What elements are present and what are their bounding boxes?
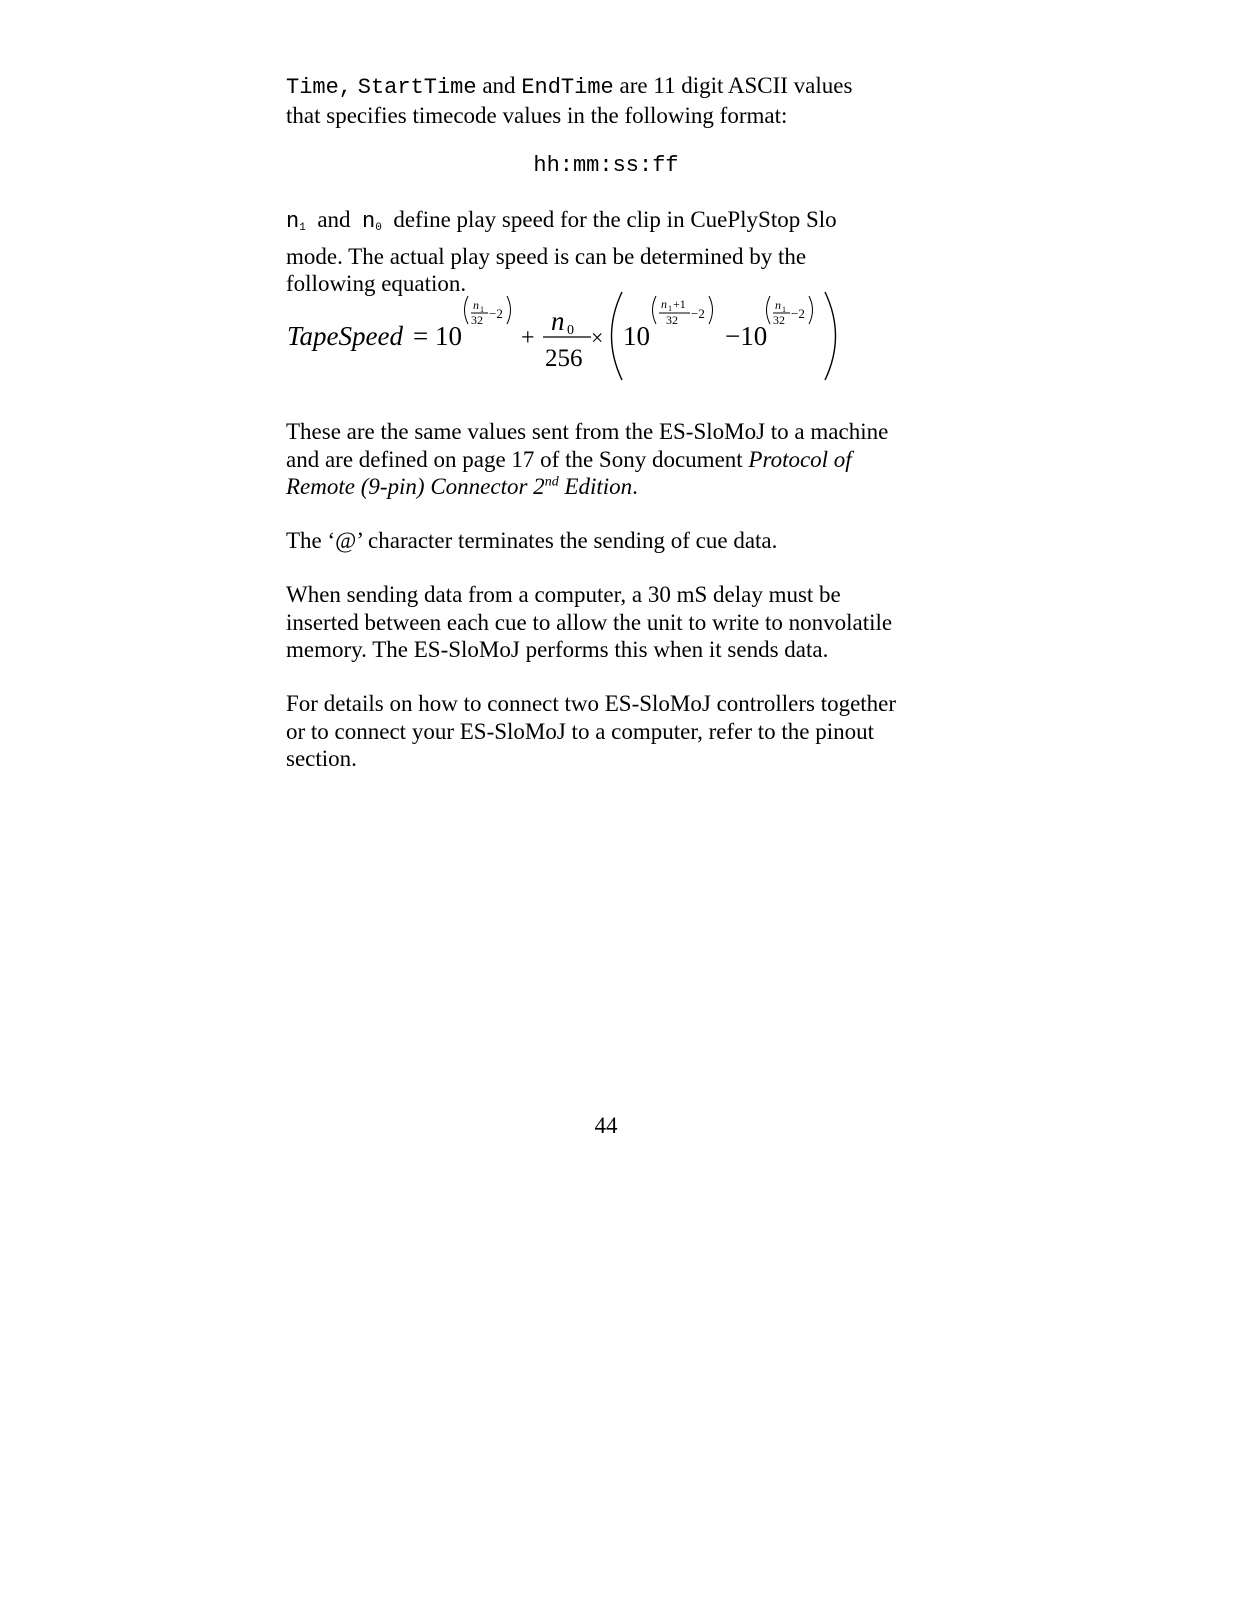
text-line2: mode. The actual play speed is can be determined by the (286, 243, 807, 269)
eq-equals: = (413, 321, 429, 351)
text-edition-sup: nd (544, 474, 559, 490)
sony-protocol-paragraph (286, 418, 946, 501)
exp1-n: n (473, 298, 479, 312)
exp3-paren-right (809, 296, 813, 324)
frac-n0-sub: 0 (567, 323, 574, 338)
text-line3: following equation. (286, 271, 467, 296)
timecode-format: hh:mm:ss:ff (533, 153, 679, 178)
exp2-32: 32 (666, 313, 678, 327)
text-line3: memory. The ES-SloMoJ performs this when it sends data. (286, 637, 829, 662)
eq-lhs: TapeSpeed (287, 321, 403, 351)
code-n1-sub: 1 (299, 222, 306, 234)
play-speed-paragraph (286, 206, 946, 298)
text-and: and (317, 207, 351, 232)
tape-speed-equation (285, 288, 865, 388)
timecode-paragraph (286, 72, 946, 129)
exp1-paren-right (507, 296, 511, 324)
page-number: 44 (594, 1113, 618, 1138)
exp2-n: n (661, 297, 667, 311)
eq-base-1: 10 (435, 321, 462, 351)
frac-256: 256 (545, 345, 583, 372)
text-line2: that specifies timecode values in the following format: (286, 102, 788, 128)
exp3-n: n (775, 298, 781, 312)
exp3-paren-left (767, 296, 771, 324)
exp2-minus2: −2 (691, 306, 705, 321)
big-paren-right (825, 292, 836, 380)
exp2-n-sub: 1 (668, 304, 672, 313)
text-protocol-title-cont: Remote (9-pin) Connector 2 (286, 474, 545, 499)
code-n1-letter: n (286, 209, 300, 234)
code-n0 (362, 209, 382, 234)
eq-times: × (591, 325, 604, 350)
exp1-minus2: −2 (489, 306, 503, 321)
code-time: Time, (286, 75, 353, 100)
exp3-32: 32 (773, 313, 785, 327)
exp2-paren-right (709, 296, 713, 324)
eq-minus-base: −10 (725, 321, 768, 351)
code-endtime: EndTime (521, 75, 614, 100)
eq-plus: + (521, 325, 535, 351)
text-line2: or to connect your ES-SloMoJ to a computer, refer to the pinout (286, 718, 875, 744)
text-protocol-title: Protocol of (748, 446, 852, 472)
text-and: and (482, 73, 516, 98)
exp1-n-sub: 1 (480, 305, 484, 314)
text-line1: These are the same values sent from the ES-SloMoJ to a machine (286, 419, 889, 444)
equation-svg (285, 288, 865, 388)
exp2-paren-left (653, 296, 657, 324)
text-line3: section. (286, 746, 357, 771)
code-starttime: StartTime (357, 75, 477, 100)
exp3-n-sub: 1 (782, 305, 786, 314)
exp1-32: 32 (471, 313, 483, 327)
exp2-plus1: +1 (673, 297, 686, 311)
text-line1: When sending data from a computer, a 30 mS delay must be (286, 582, 841, 607)
code-n1 (286, 209, 306, 234)
text-rest: are 11 digit ASCII values (619, 73, 853, 98)
big-paren-left (612, 292, 623, 380)
eq-base-2: 10 (623, 321, 650, 351)
text-edition: Edition (558, 474, 633, 499)
frac-n0: n (551, 306, 565, 336)
connection-paragraph (286, 690, 946, 773)
code-n0-letter: n (362, 209, 376, 234)
text-period: . (632, 474, 638, 499)
code-n0-sub: 0 (375, 222, 382, 234)
text-line1-rest: define play speed for the clip in CuePlyStop Slo (393, 207, 837, 232)
text-line2: inserted between each cue to allow the unit to write to nonvolatile (286, 609, 893, 635)
text-line2: and are defined on page 17 of the Sony document (286, 446, 749, 472)
text-line1: For details on how to connect two ES-SloMoJ controllers together (286, 691, 897, 716)
exp3-minus2: −2 (791, 306, 805, 321)
exp1-paren-left (465, 296, 469, 324)
delay-paragraph (286, 581, 946, 664)
terminator-paragraph: The ‘@’ character terminates the sending of cue data. (286, 528, 778, 553)
